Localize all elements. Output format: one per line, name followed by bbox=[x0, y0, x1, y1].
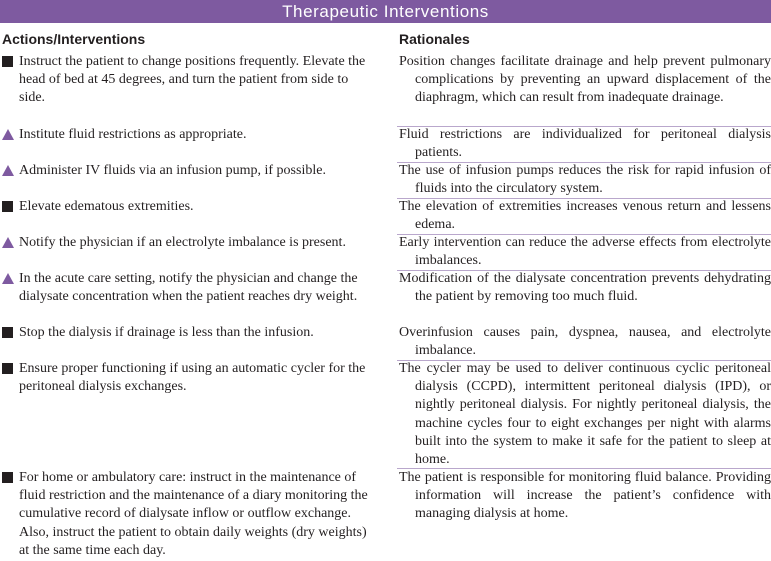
triangle-bullet-icon bbox=[2, 162, 14, 182]
action-text: Stop the dialysis if drainage is less than the infusion. bbox=[19, 325, 314, 340]
action-text: Administer IV fluids via an infusion pump, if possible. bbox=[19, 163, 326, 178]
action-text: For home or ambulatory care: instruct in the maintenance of fluid restriction and the maintenance of a diary monitoring the cumulative record of dialysate inflow or outflow exchange. Also, instruct the patient to obtain daily weights (dry weights) at the same time each day. bbox=[19, 470, 368, 558]
rationales-column-header: Rationales bbox=[399, 31, 470, 47]
rationale-item bbox=[399, 270, 771, 306]
banner-title: Therapeutic Interventions bbox=[282, 2, 489, 21]
action-text: Ensure proper functioning if using an automatic cycler for the peritoneal dialysis exchanges. bbox=[19, 361, 366, 395]
triangle-bullet-icon bbox=[2, 270, 14, 290]
square-bullet-icon bbox=[2, 53, 13, 73]
action-item bbox=[0, 162, 374, 180]
action-text: Instruct the patient to change positions frequently. Elevate the head of bed at 45 degrees, and turn the patient from side to side. bbox=[19, 54, 366, 106]
triangle-bullet-icon bbox=[2, 126, 14, 146]
rationale-text: Modification of the dialysate concentration prevents dehydrating the patient by removing too much fluid. bbox=[399, 271, 771, 305]
section-banner bbox=[0, 0, 771, 23]
rationale-item bbox=[399, 53, 771, 108]
rationale-item bbox=[399, 126, 771, 162]
rationale-item bbox=[399, 469, 771, 524]
action-text: Elevate edematous extremities. bbox=[19, 199, 194, 214]
rationale-text: Overinfusion causes pain, dyspnea, nausea, and electrolyte imbalance. bbox=[399, 325, 771, 359]
rationale-text: Fluid restrictions are individualized for peritoneal dialysis patients. bbox=[399, 127, 771, 161]
rationale-item bbox=[399, 162, 771, 198]
action-item bbox=[0, 53, 374, 108]
rationale-item bbox=[399, 360, 771, 469]
action-text: Notify the physician if an electrolyte imbalance is present. bbox=[19, 235, 346, 250]
square-bullet-icon bbox=[2, 469, 13, 489]
square-bullet-icon bbox=[2, 360, 13, 380]
square-bullet-icon bbox=[2, 198, 13, 218]
triangle-bullet-icon bbox=[2, 234, 14, 254]
action-item bbox=[0, 270, 374, 306]
action-text: Institute fluid restrictions as appropriate. bbox=[19, 127, 247, 142]
rationale-text: The patient is responsible for monitoring fluid balance. Providing information will increase the patient’s confidence with managing dialysis at home. bbox=[399, 470, 771, 522]
action-item bbox=[0, 324, 374, 342]
rationale-item bbox=[399, 198, 771, 234]
rationale-item bbox=[399, 234, 771, 270]
rationale-text: The elevation of extremities increases venous return and lessens edema. bbox=[399, 199, 771, 233]
action-item bbox=[0, 126, 374, 144]
action-item bbox=[0, 469, 374, 560]
rationale-text: Early intervention can reduce the adverse effects from electrolyte imbalances. bbox=[399, 235, 771, 269]
rationale-text: The cycler may be used to deliver continuous cyclic peritoneal dialysis (CCPD), intermittent peritoneal dialysis (IPD), or nightly peritoneal dialysis. For nightly peritoneal dialysis, the machine cycles four to eight exchanges per night with alarms built into the system to make it safe for the patient to sleep at home. bbox=[399, 361, 771, 468]
action-item bbox=[0, 234, 374, 252]
action-text: In the acute care setting, notify the physician and change the dialysate concentration when the patient reaches dry weight. bbox=[19, 271, 358, 305]
actions-column-header: Actions/Interventions bbox=[2, 31, 146, 47]
action-item bbox=[0, 198, 374, 216]
rationale-text: The use of infusion pumps reduces the risk for rapid infusion of fluids into the circulatory system. bbox=[399, 163, 771, 197]
rationale-item bbox=[399, 324, 771, 360]
rationale-text: Position changes facilitate drainage and help prevent pulmonary complications by preventing an upward displacement of the diaphragm, which can result from inadequate drainage. bbox=[399, 54, 771, 106]
action-item bbox=[0, 360, 374, 396]
square-bullet-icon bbox=[2, 324, 13, 344]
